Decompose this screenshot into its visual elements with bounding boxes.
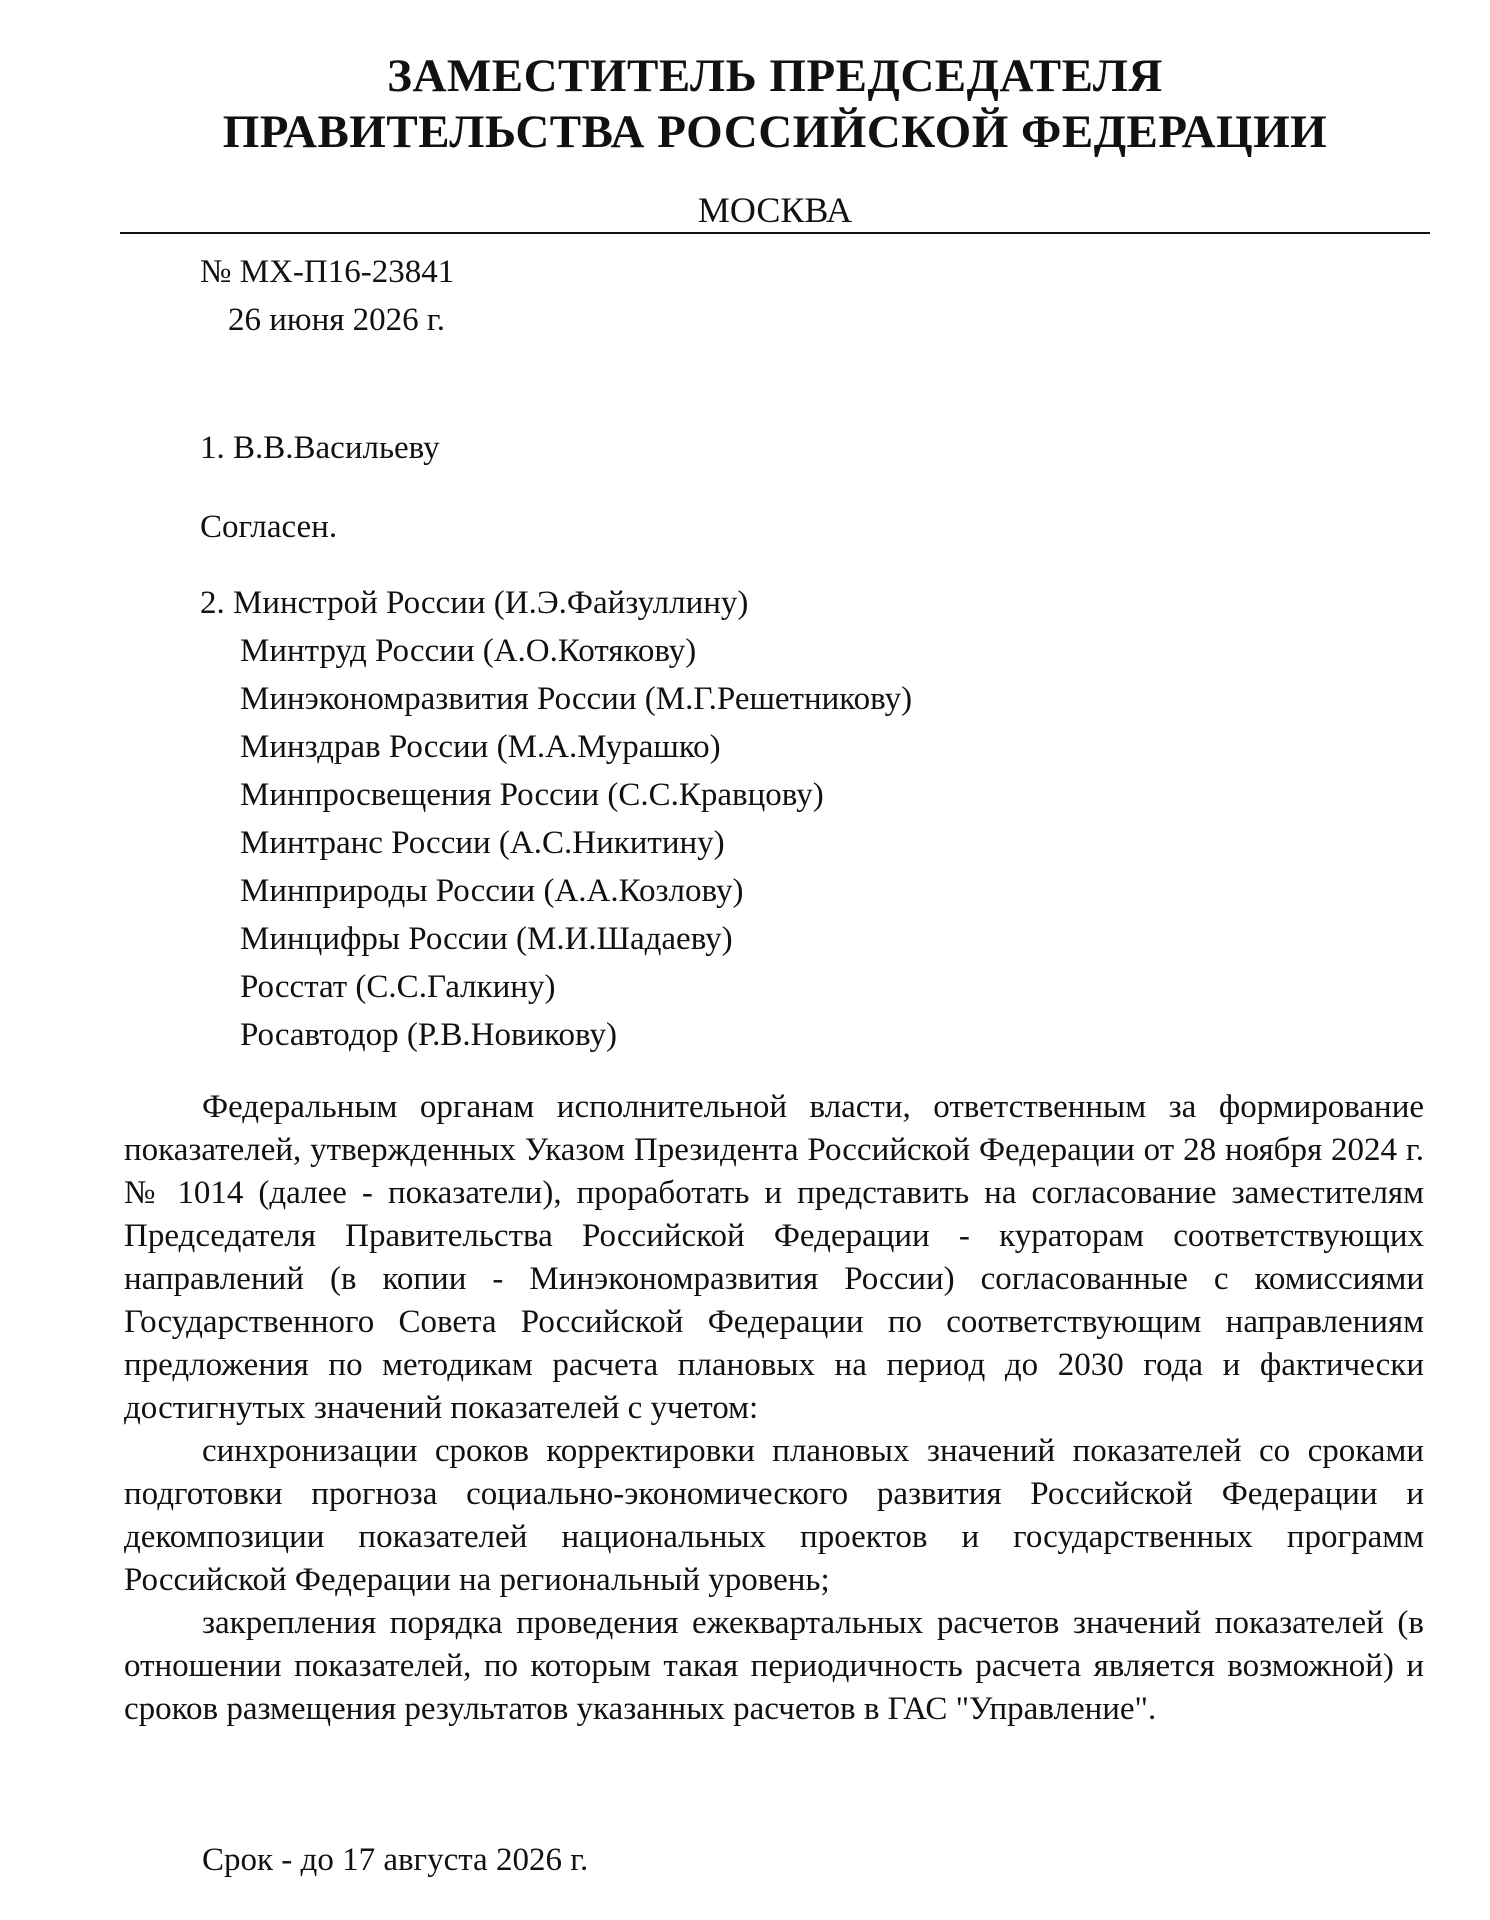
addressee-line: Минприроды России (А.А.Козлову) xyxy=(240,873,744,909)
deadline-line: Срок - до 17 августа 2026 г. xyxy=(202,1842,589,1878)
addressee-line: Минпросвещения России (С.С.Кравцову) xyxy=(240,777,824,813)
agreement-note: Согласен. xyxy=(200,509,338,545)
resolution-item-2 xyxy=(200,579,912,1059)
addressee-line: Минэкономразвития России (М.Г.Решетникову) xyxy=(240,681,913,717)
header-title-line-1: ЗАМЕСТИТЕЛЬ ПРЕДСЕДАТЕЛЯ xyxy=(387,50,1163,102)
header-title-line-2: ПРАВИТЕЛЬСТВА РОССИЙСКОЙ ФЕДЕРАЦИИ xyxy=(222,106,1328,158)
addressee-line: Росстат (С.С.Галкину) xyxy=(240,969,556,1005)
addressee-line: 2. Минстрой России (И.Э.Файзуллину) xyxy=(200,585,749,621)
instruction-body xyxy=(124,1086,1424,1731)
document-meta xyxy=(200,248,454,344)
header-divider xyxy=(120,232,1430,234)
addressee-line: Минцифры России (М.И.Шадаеву) xyxy=(240,921,733,957)
body-paragraph: синхронизации сроков корректировки плановых значений показателей со сроками подготовки прогноза социально-экономического развития Российской Федерации и декомпозиции показателей национальных проектов и государственных программ Российской Федерации на региональный уровень; xyxy=(124,1433,1424,1598)
addressee-line: Росавтодор (Р.В.Новикову) xyxy=(240,1017,617,1053)
resolution-item-1: 1. В.В.Васильеву xyxy=(200,430,440,466)
document-number: № МХ-П16-23841 xyxy=(200,254,455,290)
addressee-line: Минздрав России (М.А.Мурашко) xyxy=(240,729,721,765)
document-header xyxy=(120,48,1430,160)
addressee-line: Минтранс России (А.С.Никитину) xyxy=(240,825,725,861)
city-label: МОСКВА xyxy=(697,190,853,230)
document-date: 26 июня 2026 г. xyxy=(228,302,445,338)
body-paragraph: Федеральным органам исполнительной власти, ответственным за формирование показателей, утвержденных Указом Президента Российской Федерации от 28 ноября 2024 г. № 1014 (далее - показатели), проработать и представить на согласование заместителям Председателя Правительства Российской Федерации - кураторам соответствующих направлений (в копии - Минэкономразвития России) согласованные с комиссиями Государственного Совета Российской Федерации по соответствующим направлениям предложения по методикам расчета плановых на период до 2030 года и фактически достигнутых значений показателей с учетом: xyxy=(124,1089,1424,1426)
body-paragraph: закрепления порядка проведения ежеквартальных расчетов значений показателей (в отношении показателей, по которым такая периодичность расчета является возможной) и сроков размещения результатов указанных расчетов в ГАС "Управление". xyxy=(124,1605,1424,1727)
addressee-line: Минтруд России (А.О.Котякову) xyxy=(240,633,697,669)
